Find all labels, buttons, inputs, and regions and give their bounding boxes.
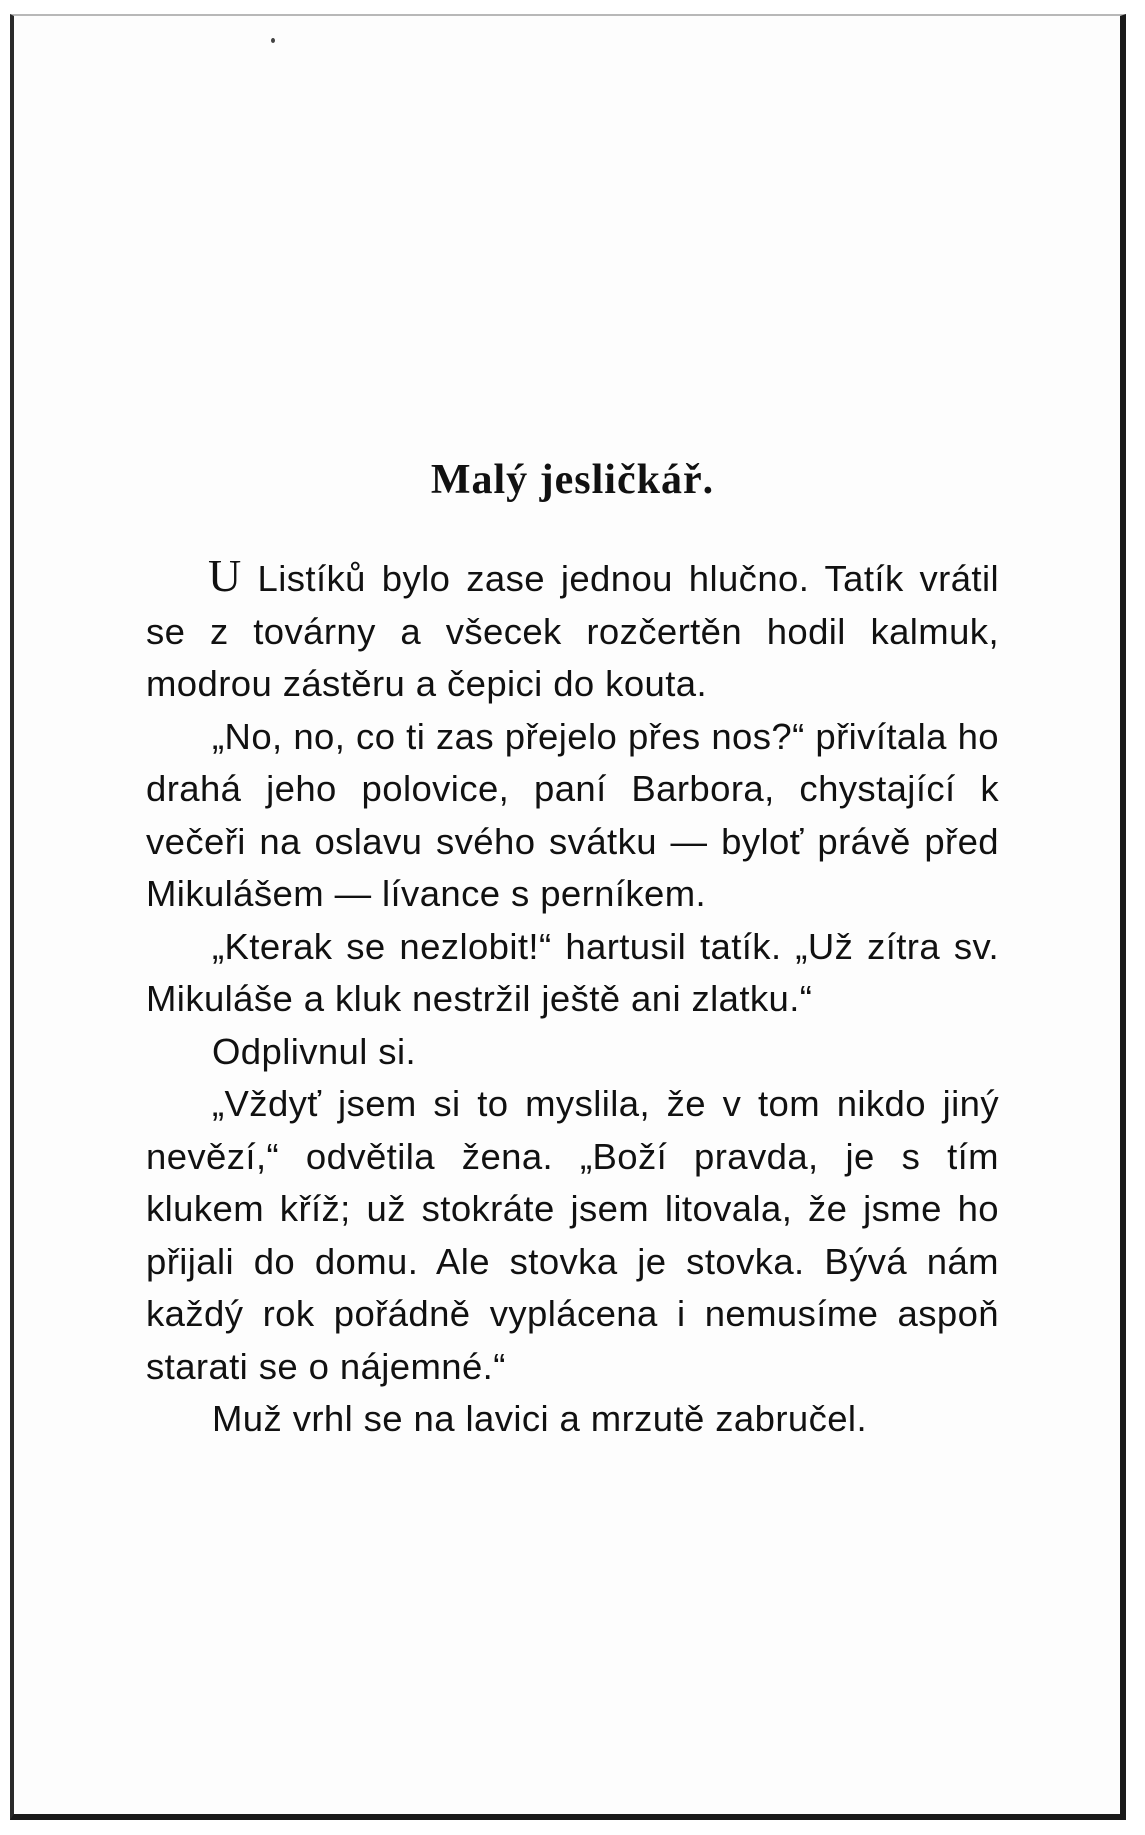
paragraph-5: „Vždyť jsem si to myslila, že v tom nikdo jiný nevězí,“ odvětila žena. „Boží pravda, je s tím klukem kříž; už stokráte jsem litovala, že jsme ho přijali do domu. Ale stovka je stovka. Bývá nám každý rok pořádně vyplácena i nemusíme aspoň starati se o nájemné.“ [146, 1083, 999, 1387]
chapter-body [146, 550, 999, 1446]
paragraph-6: Muž vrhl se na lavici a mrzutě zabručel. [212, 1398, 867, 1439]
paper-speck [271, 38, 275, 43]
paragraph-2: „No, no, co ti zas přejelo přes nos?“ přivítala ho drahá jeho polovice, paní Barbora, chystající k večeři na oslavu svého svátku — byloť právě před Mikulášem — lívance s perníkem. [146, 715, 999, 914]
chapter-title: Malý jesličkář. [430, 457, 715, 503]
paragraph-4: Odplivnul si. [212, 1030, 417, 1072]
paragraph-1-text: Listíků bylo zase jednou hlučno. Tatík vrátil se z továrny a všecek rozčertěn hodil kalmuk, modrou zástěru a čepici do kouta. [146, 558, 999, 704]
opening-initial: U [208, 550, 242, 601]
paragraph-3: „Kterak se nezlobit!“ hartusil tatík. „Už zítra sv. Mikuláše a kluk nestržil ještě ani zlatku.“ [146, 925, 999, 1019]
paragraph-1 [146, 550, 999, 711]
